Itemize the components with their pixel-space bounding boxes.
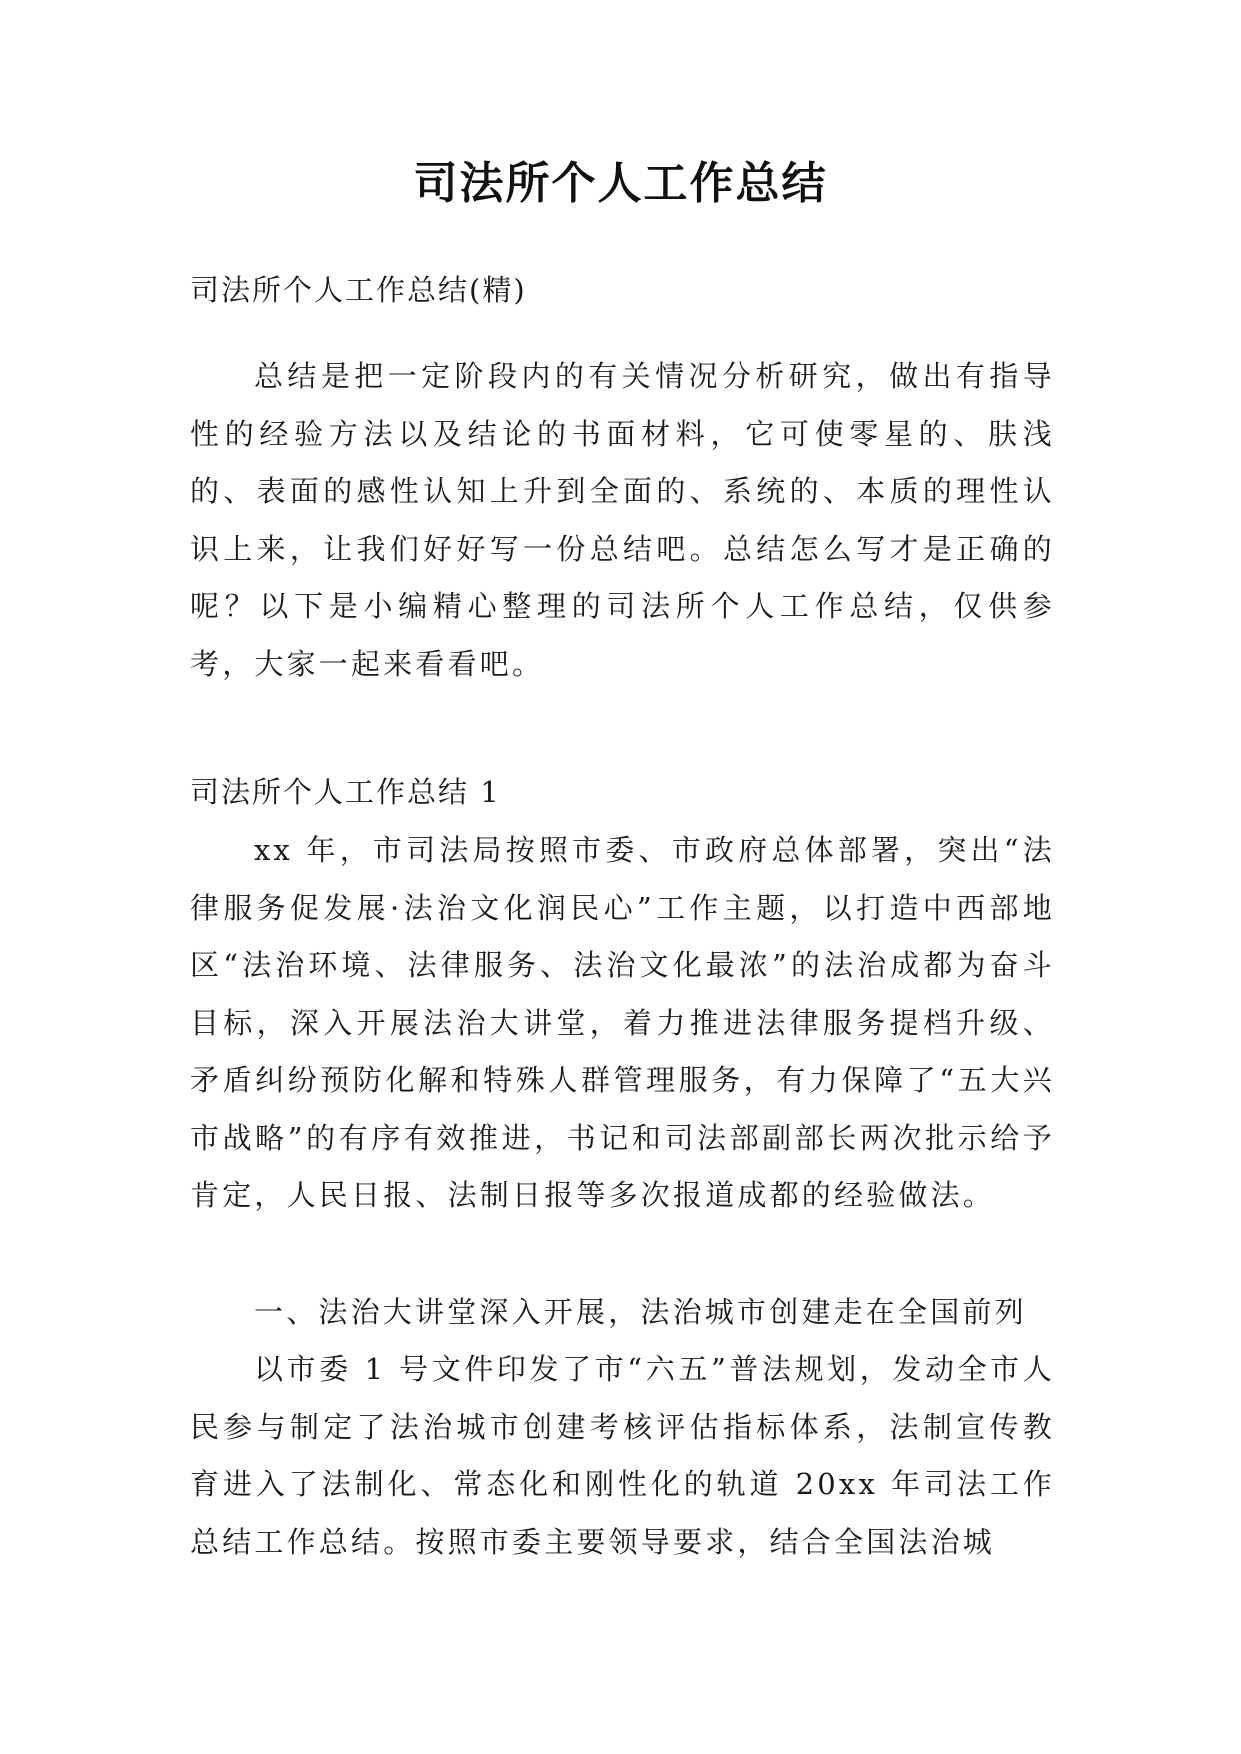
section-subheading: 一、法治大讲堂深入开展，法治城市创建走在全国前列 bbox=[254, 1295, 1027, 1329]
body-paragraph: 以市委 1 号文件印发了市“六五”普法规划，发动全市人民参与制定了法治城市创建考核评估指标体系，法制宣传教育进入了法制化、常态化和刚性化的轨道 20xx 年司法工作总结工作总结。按照市委主要领导要求，结合全国法治城 bbox=[190, 1352, 1055, 1559]
intro-paragraph: 总结是把一定阶段内的有关情况分析研究，做出有指导性的经验方法以及结论的书面材料，它可使零星的、肤浅的、表面的感性认知上升到全面的、系统的、本质的理性认识上来，让我们好好写一份总结吧。总结怎么写才是正确的呢？以下是小编精心整理的司法所个人工作总结，仅供参考，大家一起来看看吧。 bbox=[190, 359, 1055, 681]
document-title: 司法所个人工作总结 bbox=[413, 158, 828, 209]
section-heading: 司法所个人工作总结 1 bbox=[190, 775, 501, 809]
body-paragraph: xx 年，市司法局按照市委、市政府总体部署，突出“法律服务促发展·法治文化润民心”工作主题，以打造中西部地区“法治环境、法律服务、法治文化最浓”的法治成都为奋斗目标，深入开展法治大讲堂，着力推进法律服务提档升级、矛盾纠纷预防化解和特殊人群管理服务，有力保障了“五大兴市战略”的有序有效推进，书记和司法部副部长两次批示给予肯定，人民日报、法制日报等多次报道成都的经验做法。 bbox=[190, 833, 1055, 1212]
document-subtitle: 司法所个人工作总结(精) bbox=[190, 273, 527, 307]
